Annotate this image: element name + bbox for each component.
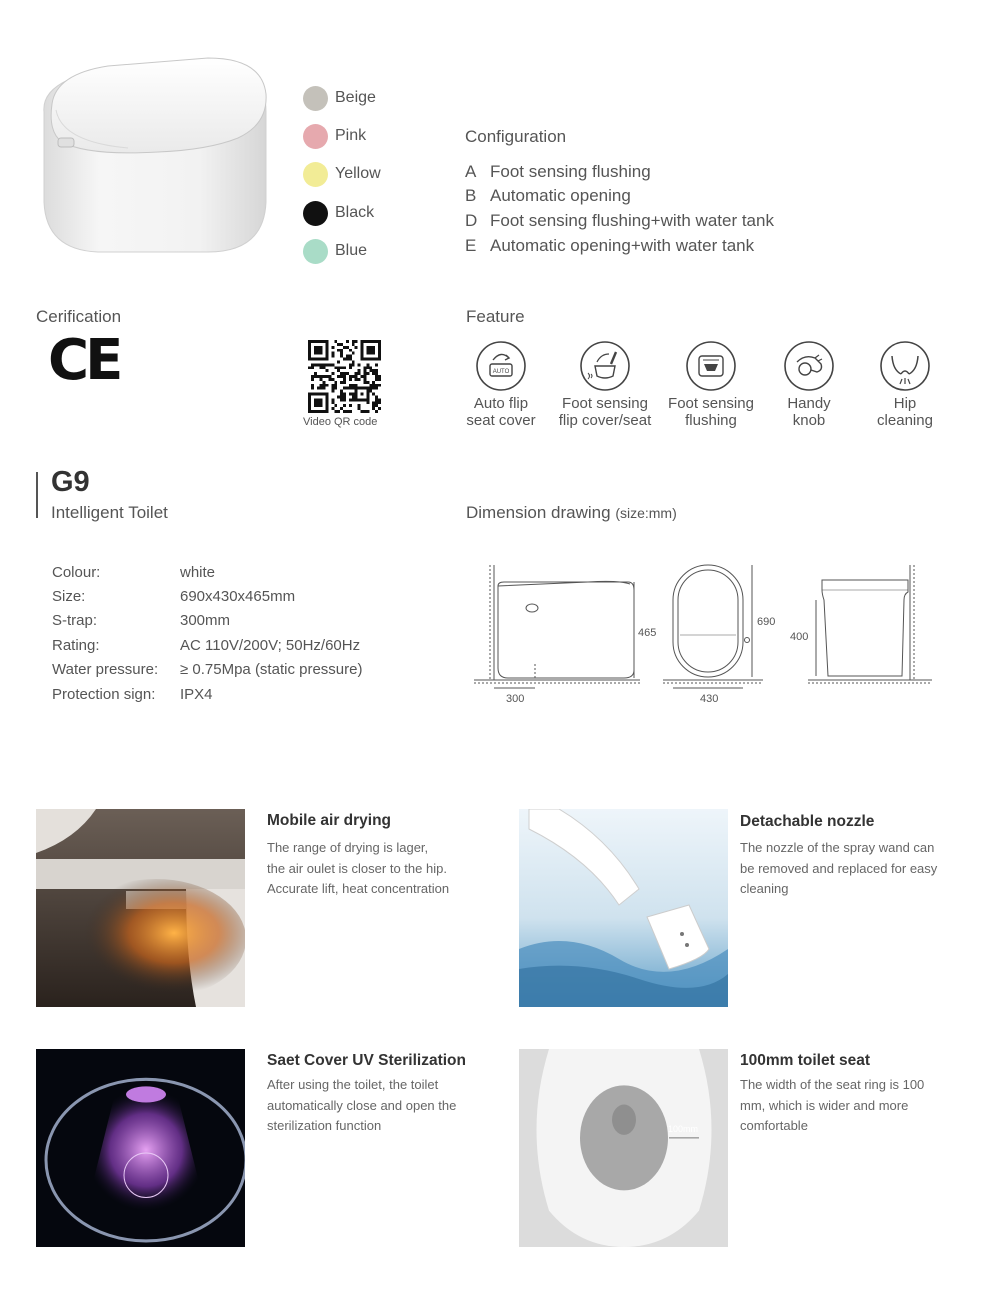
config-text: Foot sensing flushing+with water tank	[490, 211, 774, 230]
config-item	[465, 162, 651, 182]
card-description: After using the toilet, the toilet automatically close and open the sterilization function	[267, 1077, 457, 1133]
spec-label: Size:	[52, 588, 86, 605]
uv-sterilization-image	[36, 1049, 245, 1247]
colour-option-black	[303, 200, 374, 226]
feature-label: Auto flip seat cover	[466, 395, 536, 429]
nozzle-image	[519, 809, 728, 1007]
seat-width-label: 100mm	[668, 1123, 698, 1134]
config-letter: E	[465, 236, 477, 255]
colour-label: Beige	[335, 89, 376, 106]
product-image	[38, 52, 270, 282]
qr-code[interactable]	[308, 340, 381, 413]
spec-row	[52, 686, 213, 703]
card-description: The nozzle of the spray wand can be removed and replaced for easy cleaning	[740, 840, 938, 896]
feature-label: Hip cleaning	[877, 395, 933, 429]
colour-swatch	[303, 124, 328, 149]
feature-auto-flip	[449, 340, 553, 429]
card-title: Detachable nozzle	[740, 813, 875, 830]
ce-mark: CE	[48, 328, 120, 393]
spec-row	[52, 612, 230, 629]
config-text: Automatic opening+with water tank	[490, 236, 755, 255]
feature-handy-knob	[757, 340, 861, 429]
config-text: Automatic opening	[490, 186, 631, 205]
feature-label: Handy knob	[787, 395, 831, 429]
dim-strap: 300	[506, 693, 525, 705]
configuration-heading: Configuration	[465, 127, 567, 146]
config-text: Foot sensing flushing	[490, 162, 651, 181]
spec-value: AC 110V/200V; 50Hz/60Hz	[180, 637, 361, 654]
card-description: The range of drying is lager, the air oulet is closer to the hip. Accurate lift, heat concentration	[267, 840, 450, 896]
colour-swatch	[303, 86, 328, 111]
colour-option-yellow	[303, 161, 381, 187]
dimension-title: Dimension drawing (size:mm)	[466, 503, 677, 522]
dim-height: 465	[638, 627, 657, 639]
spec-row	[52, 637, 360, 654]
foot-sensing-flush-icon	[685, 340, 737, 392]
dim-length: 690	[757, 616, 776, 628]
colour-option-blue	[303, 238, 367, 264]
model-code: G9	[51, 466, 90, 498]
card-description: The width of the seat ring is 100 mm, which is wider and more comfortable	[740, 1077, 925, 1133]
colour-label: Yellow	[335, 165, 381, 182]
model-divider	[36, 472, 38, 518]
auto-icon-text: AUTO	[492, 369, 510, 375]
colour-label: Blue	[335, 242, 368, 259]
colour-option-pink	[303, 123, 366, 149]
feature-foot-sensing-flip	[553, 340, 657, 429]
feature-label: Foot sensing flushing	[668, 395, 754, 429]
colour-option-beige	[303, 85, 376, 111]
config-letter: D	[465, 211, 478, 230]
spec-value: white	[180, 564, 216, 581]
air-drying-image	[36, 809, 245, 1007]
card-title: 100mm toilet seat	[740, 1052, 871, 1069]
config-item	[465, 236, 754, 256]
feature-hip-cleaning	[853, 340, 957, 429]
hip-cleaning-icon	[879, 340, 931, 392]
qr-label: Video QR code	[303, 416, 378, 428]
dim-seat-height: 400	[790, 631, 809, 643]
spec-value: ≥ 0.75Mpa (static pressure)	[180, 661, 363, 678]
spec-label: Rating:	[52, 637, 100, 654]
auto-flip-icon	[475, 340, 527, 392]
spec-value: 300mm	[180, 612, 231, 629]
config-item	[465, 186, 631, 206]
spec-row	[52, 661, 362, 678]
spec-label: S-trap:	[52, 612, 98, 629]
config-letter: B	[465, 186, 477, 205]
colour-label: Black	[335, 204, 375, 221]
spec-row	[52, 588, 295, 605]
spec-row	[52, 564, 215, 581]
spec-label: Water pressure:	[52, 661, 159, 678]
toilet-seat-image	[519, 1049, 728, 1247]
handy-knob-icon	[783, 340, 835, 392]
certification-heading: Cerification	[36, 307, 122, 326]
colour-swatch	[303, 162, 328, 187]
card-title: Saet Cover UV Sterilization	[267, 1052, 466, 1069]
feature-heading: Feature	[466, 307, 525, 326]
feature-foot-sensing-flush	[659, 340, 763, 429]
colour-swatch	[303, 239, 328, 264]
feature-label: Foot sensing flip cover/seat	[558, 395, 652, 429]
spec-label: Protection sign:	[52, 686, 156, 703]
config-item	[465, 211, 774, 231]
colour-swatch	[303, 201, 328, 226]
colour-label: Pink	[335, 127, 367, 144]
dimension-drawing	[468, 560, 938, 710]
foot-sensing-flip-icon	[579, 340, 631, 392]
dim-width: 430	[700, 693, 719, 705]
spec-value: IPX4	[180, 686, 213, 703]
spec-value: 690x430x465mm	[180, 588, 296, 605]
model-name: Intelligent Toilet	[51, 503, 168, 522]
config-letter: A	[465, 162, 477, 181]
card-title: Mobile air drying	[267, 812, 392, 829]
spec-label: Colour:	[52, 564, 101, 581]
